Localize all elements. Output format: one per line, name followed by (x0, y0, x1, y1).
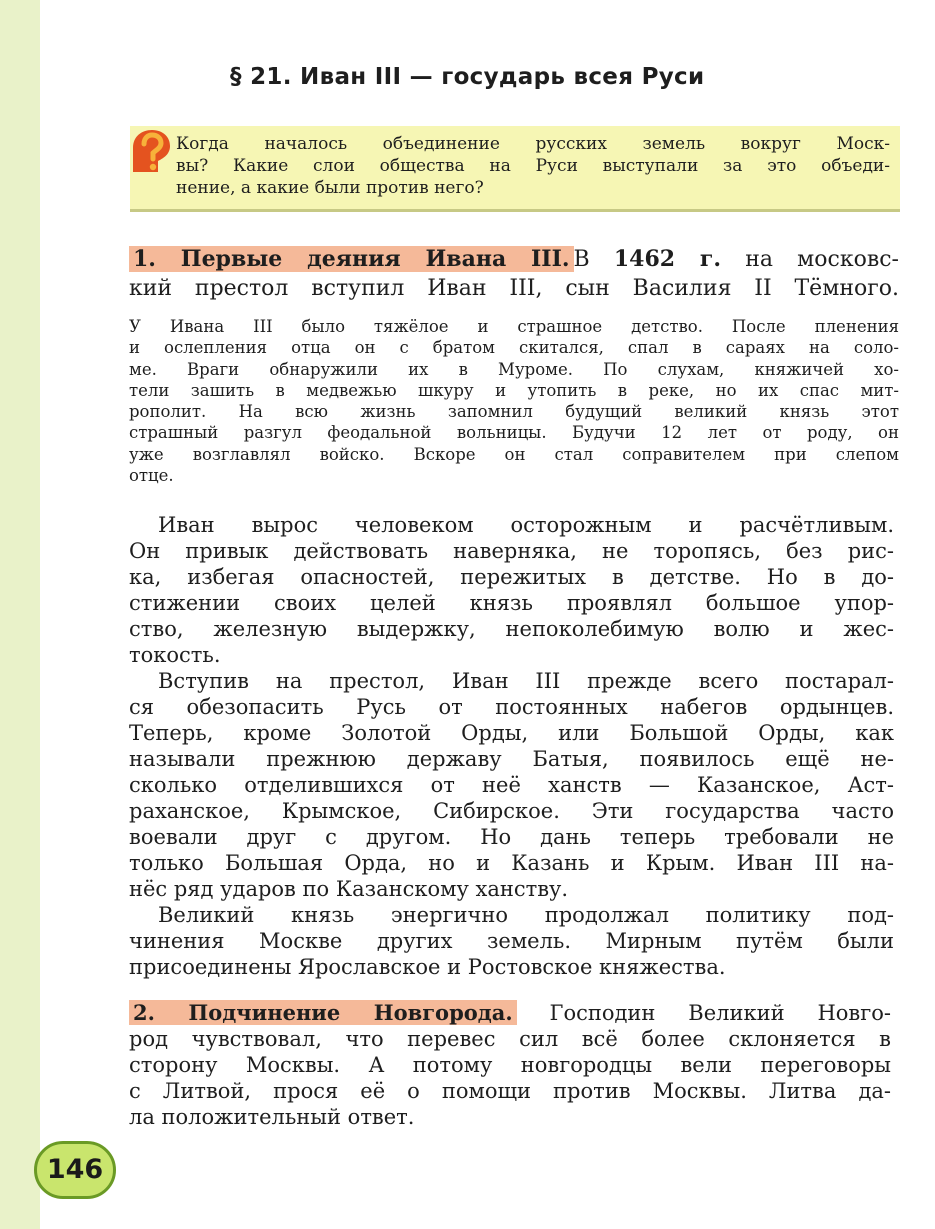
page-margin-strip (0, 0, 40, 1229)
body-line: сколько отделившихся от неё ханств — Казанское, Аст- (129, 773, 894, 797)
body-line: называли прежнюю державу Батыя, появилось ещё не- (129, 747, 894, 771)
body-line: стижении своих целей князь проявлял большое упор- (129, 591, 894, 615)
question-mark-icon (130, 128, 172, 174)
body-line: Вступив на престол, Иван III прежде всего постарал- (158, 669, 894, 693)
section-1-heading: 1. Первые деяния Ивана III. (129, 246, 574, 272)
small-print-line: страшный разгул феодальной вольницы. Будучи 12 лет от роду, он (129, 423, 899, 443)
small-print-line: рополит. На всю жизнь запомнил будущий великий князь этот (129, 402, 899, 422)
body-text (129, 512, 894, 980)
body-line: Великий князь энергично продолжал политику под- (158, 903, 894, 927)
body-line: Теперь, кроме Золотой Орды, или Большой Орды, как (129, 721, 894, 745)
body-line: ство, железную выдержку, непоколебимую волю и жес- (129, 617, 894, 641)
body-line: нёс ряд ударов по Казанскому ханству. (129, 877, 569, 901)
body-line: чинения Москве других земель. Мирным путём были (129, 929, 894, 953)
section-1-line: кий престол вступил Иван III, сын Василия II Тёмного. (129, 276, 899, 301)
section-2-heading: 2. Подчинение Новгорода. (129, 1000, 517, 1025)
section-2 (129, 1000, 891, 1130)
small-print-paragraph (129, 316, 899, 486)
body-line: Он привык действовать наверняка, не торопясь, без рис- (129, 539, 894, 563)
small-print-line: ме. Враги обнаружили их в Муроме. По слухам, княжичей хо- (129, 359, 899, 379)
question-line: вы? Какие слои общества на Руси выступали за это объеди- (176, 156, 890, 176)
body-line: воевали друг с другом. Но дань теперь требовали не (129, 825, 894, 849)
small-print-line: и ослепления отца он с братом скитался, спал в сараях на соло- (129, 338, 899, 358)
section-2-line: сторону Москвы. А потому новгородцы вели переговоры (129, 1053, 891, 1077)
body-line: только Большая Орда, но и Казань и Крым. Иван III на- (129, 851, 894, 875)
question-line: Когда началось объединение русских земель вокруг Моск- (176, 134, 890, 154)
body-line: раханское, Крымское, Сибирское. Эти государства часто (129, 799, 894, 823)
small-print-line: У Ивана III было тяжёлое и страшное детство. После пленения (129, 317, 899, 336)
body-line: ся обезопасить Русь от постоянных набегов ордынцев. (129, 695, 894, 719)
small-print-line: уже возглавлял войско. Вскоре он стал соправителем при слепом (129, 444, 899, 464)
page-title: § 21. Иван III — государь всея Руси (230, 64, 705, 90)
section-2-line: род чувствовал, что перевес сил всё более склоняется в (129, 1027, 891, 1051)
body-line: присоединены Ярославское и Ростовское княжества. (129, 955, 726, 979)
small-print-line: тели зашить в медвежью шкуру и утопить в реке, но их спас мит- (129, 380, 899, 400)
section-1-intro (129, 245, 899, 303)
question-text (176, 133, 890, 199)
body-line: токость. (129, 643, 221, 667)
small-print-line: отце. (129, 466, 174, 486)
section-2-line: с Литвой, прося её о помощи против Москвы. Литва да- (129, 1079, 891, 1103)
section-2-line: 2. Подчинение Новгорода. Господин Великий Новго- (129, 1000, 891, 1026)
year-1462: 1462 г. (613, 246, 722, 272)
body-line: ка, избегая опасностей, пережитых в детстве. Но в до- (129, 565, 894, 589)
section-1-line: 1. Первые деяния Ивана III. В 1462 г. на московс- (129, 245, 899, 274)
question-line: нение, а какие были против него? (176, 178, 484, 198)
page-number-badge: 146 (34, 1141, 116, 1199)
section-2-line: ла положительный ответ. (129, 1105, 415, 1129)
body-line: Иван вырос человеком осторожным и расчётливым. (158, 513, 894, 537)
